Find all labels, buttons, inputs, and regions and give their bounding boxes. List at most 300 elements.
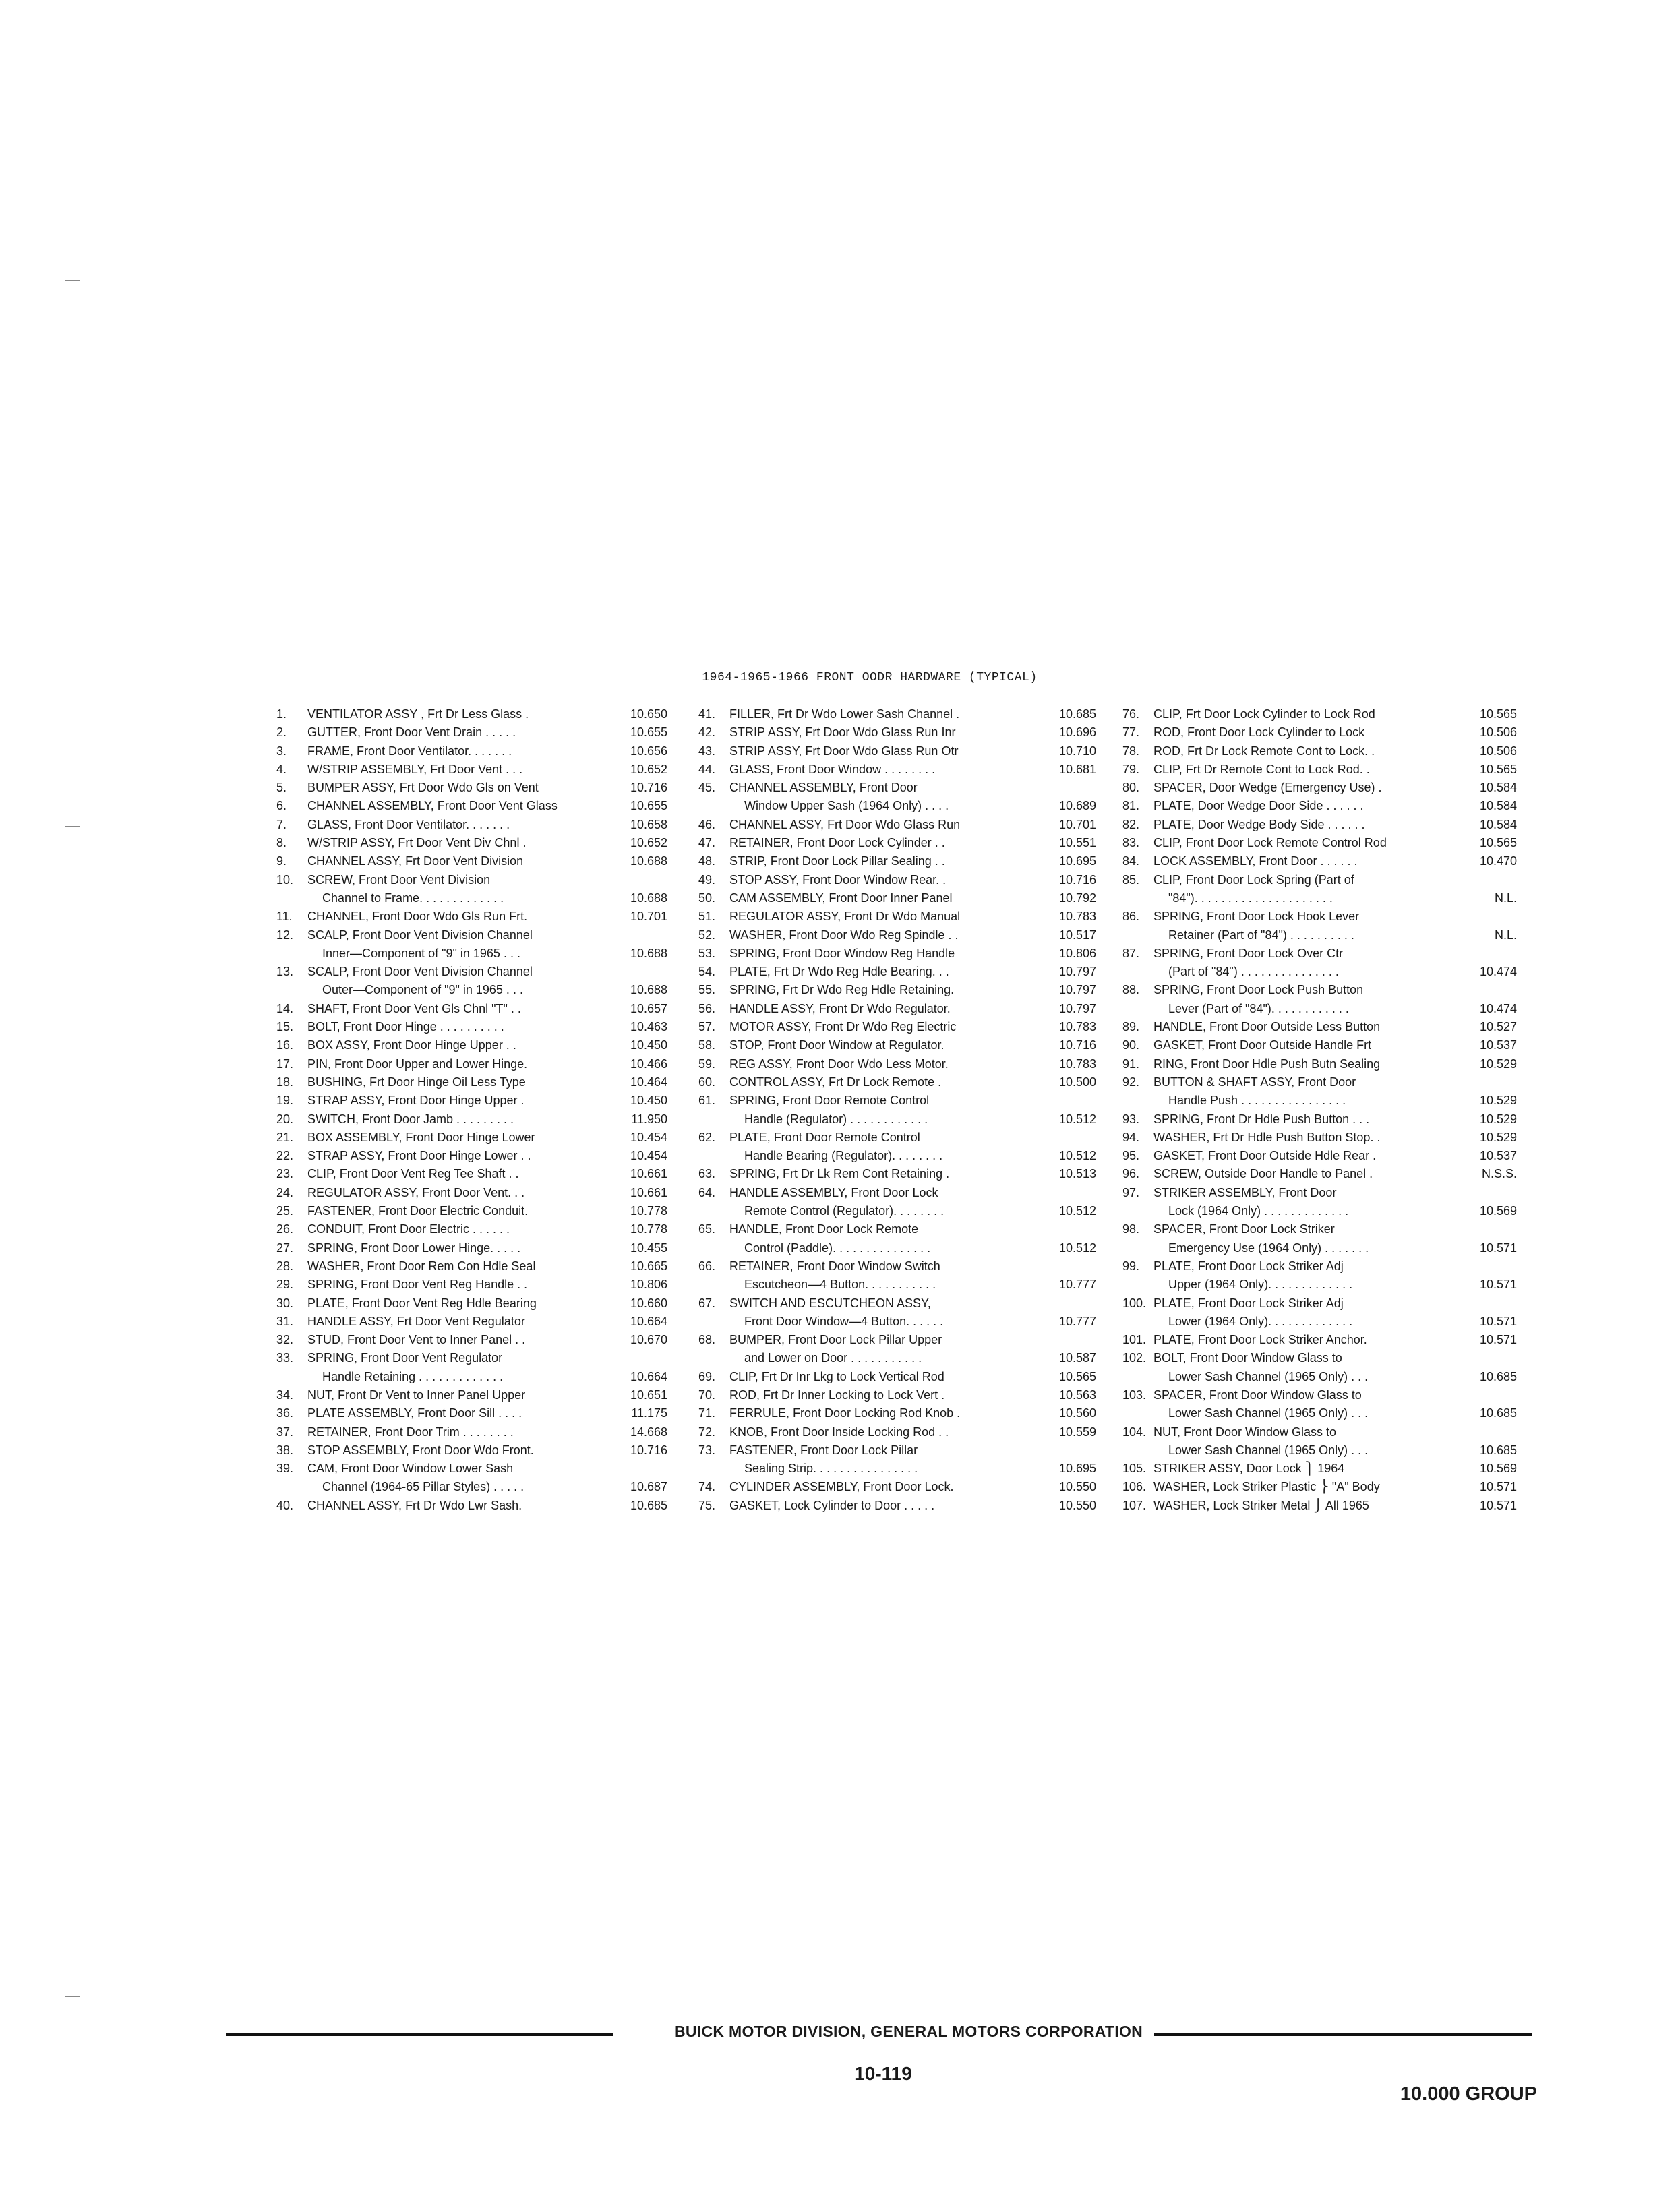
item-group-number: 10.506 — [1479, 725, 1517, 740]
item-description-line: Handle Bearing (Regulator). . . . . . . . — [744, 1149, 943, 1163]
item-number: 54. — [698, 965, 716, 979]
item-group-number: 10.587 — [1058, 1351, 1096, 1365]
parts-list-item — [698, 1404, 1096, 1423]
parts-list-item — [698, 1368, 1096, 1386]
item-description-line: GLASS, Front Door Window . . . . . . . . — [729, 762, 936, 776]
item-number: 31. — [276, 1314, 294, 1328]
item-number: 14. — [276, 1001, 294, 1015]
item-group-number: 10.783 — [1058, 1020, 1096, 1034]
item-number: 17. — [276, 1056, 294, 1071]
item-description — [307, 1110, 620, 1129]
parts-list-item — [276, 1220, 667, 1238]
item-group-number: 10.806 — [1058, 946, 1096, 960]
item-number: 67. — [698, 1296, 716, 1310]
item-description — [307, 907, 620, 926]
parts-list-item — [1122, 723, 1517, 742]
item-description-line: PLATE, Door Wedge Body Side . . . . . . — [1153, 817, 1365, 831]
item-number: 84. — [1122, 854, 1140, 868]
parts-list-item — [698, 1073, 1096, 1092]
item-group-number: 10.529 — [1479, 1094, 1517, 1108]
item-group-number: N.L. — [1494, 891, 1517, 905]
parts-list-item — [276, 1386, 667, 1404]
item-group-number: 10.571 — [1479, 1333, 1517, 1347]
item-number: 22. — [276, 1149, 294, 1163]
item-description — [1153, 871, 1470, 908]
item-number: 62. — [698, 1130, 716, 1144]
item-number: 28. — [276, 1259, 294, 1273]
item-description-line: Channel to Frame. . . . . . . . . . . . . — [322, 891, 504, 905]
item-description — [307, 1000, 620, 1018]
item-description-line: SCALP, Front Door Vent Division Channel — [307, 965, 533, 979]
item-group-number: 10.463 — [630, 1020, 667, 1034]
item-description-line: Handle (Regulator) . . . . . . . . . . . . — [744, 1112, 928, 1126]
footer-rule-left — [226, 2033, 613, 2036]
item-number: 26. — [276, 1222, 294, 1236]
item-number: 16. — [276, 1038, 294, 1052]
item-number: 36. — [276, 1406, 294, 1421]
item-group-number: 10.716 — [630, 781, 667, 795]
item-description-line: Upper (1964 Only). . . . . . . . . . . . . — [1168, 1278, 1353, 1292]
item-number: 72. — [698, 1425, 716, 1439]
item-group-number: 10.688 — [630, 983, 667, 997]
item-group-number: 10.660 — [630, 1296, 667, 1310]
item-description — [729, 1257, 1049, 1294]
parts-list-item — [1122, 1257, 1517, 1294]
item-description-line: RING, Front Door Hdle Push Butn Sealing — [1153, 1056, 1381, 1071]
item-description — [1153, 1386, 1470, 1423]
item-number: 49. — [698, 872, 716, 887]
item-group-number: 10.506 — [1479, 744, 1517, 758]
item-description — [729, 963, 1049, 981]
item-description-line: Handle Push . . . . . . . . . . . . . . . . — [1168, 1094, 1346, 1108]
item-description-line: WASHER, Lock Striker Plastic ⎬ "A" Body — [1153, 1480, 1380, 1494]
item-group-number: 10.716 — [1058, 1038, 1096, 1052]
parts-list-item — [698, 1441, 1096, 1479]
item-description-line: SCREW, Front Door Vent Division — [307, 872, 491, 887]
parts-list-item — [276, 1036, 667, 1054]
item-description-line: BUMPER ASSY, Frt Door Wdo Gls on Vent — [307, 781, 539, 795]
parts-list-item — [276, 834, 667, 852]
parts-list-item — [276, 1276, 667, 1294]
item-description — [729, 1497, 1049, 1515]
item-group-number: 10.565 — [1479, 707, 1517, 721]
item-group-number: 10.664 — [630, 1314, 667, 1328]
item-description-line: SPRING, Front Door Lock Over Ctr — [1153, 946, 1344, 960]
item-number: 44. — [698, 762, 716, 776]
item-description — [729, 871, 1049, 889]
item-description-line: (Part of "84") . . . . . . . . . . . . . . . — [1168, 965, 1339, 979]
item-description-line: Lock (1964 Only) . . . . . . . . . . . . . — [1168, 1204, 1349, 1218]
item-description-line: SPRING, Front Door Lower Hinge. . . . . — [307, 1241, 521, 1255]
item-group-number: 10.655 — [630, 725, 667, 740]
item-group-number: 10.563 — [1058, 1387, 1096, 1402]
parts-list-item — [698, 1055, 1096, 1073]
parts-list-item — [1122, 760, 1517, 779]
item-description-line: CHANNEL ASSEMBLY, Front Door Vent Glass — [307, 799, 558, 813]
parts-list-item — [698, 834, 1096, 852]
item-description — [307, 834, 620, 852]
item-description-line: CHANNEL ASSY, Frt Door Vent Division — [307, 854, 524, 868]
item-group-number: 10.517 — [1058, 928, 1096, 942]
item-description — [1153, 1478, 1470, 1496]
item-description-line: Inner—Component of "9" in 1965 . . . — [322, 946, 520, 960]
item-description-line: HANDLE, Front Door Lock Remote — [729, 1222, 919, 1236]
parts-list-item — [276, 1000, 667, 1018]
parts-list-item — [698, 816, 1096, 834]
parts-list-item — [1122, 797, 1517, 815]
item-group-number: 10.569 — [1479, 1462, 1517, 1476]
item-description-line: FASTENER, Front Door Electric Conduit. — [307, 1204, 529, 1218]
item-group-number: 10.560 — [1058, 1406, 1096, 1421]
item-number: 41. — [698, 707, 716, 721]
item-description-line: HANDLE ASSY, Front Dr Wdo Regulator. — [729, 1001, 951, 1015]
item-description — [729, 1036, 1049, 1054]
item-description — [729, 705, 1049, 723]
item-description — [1153, 1036, 1470, 1054]
item-description — [307, 1202, 620, 1220]
item-description-line: SHAFT, Front Door Vent Gls Chnl "T" . . — [307, 1001, 521, 1015]
page-number: 10-119 — [854, 2063, 912, 2084]
item-group-number: 10.688 — [630, 891, 667, 905]
item-description-line: CAM ASSEMBLY, Front Door Inner Panel — [729, 891, 953, 905]
item-description — [1153, 1184, 1470, 1221]
item-description-line: ROD, Front Door Lock Cylinder to Lock — [1153, 725, 1365, 740]
item-description-line: CHANNEL ASSEMBLY, Front Door — [729, 781, 918, 795]
item-description-line: SPACER, Front Door Window Glass to — [1153, 1387, 1362, 1402]
item-number: 86. — [1122, 909, 1140, 924]
item-group-number: 10.655 — [630, 799, 667, 813]
item-description-line: BOX ASSEMBLY, Front Door Hinge Lower — [307, 1130, 535, 1144]
item-number: 1. — [276, 707, 287, 721]
item-group-number: 10.512 — [1058, 1149, 1096, 1163]
parts-list-item — [698, 907, 1096, 926]
item-group-number: N.L. — [1494, 928, 1517, 942]
item-description-line: PLATE, Front Door Remote Control — [729, 1130, 920, 1144]
item-description — [1153, 1331, 1470, 1349]
parts-list-item — [698, 1018, 1096, 1036]
parts-list-item — [1122, 1331, 1517, 1349]
item-number: 97. — [1122, 1185, 1140, 1199]
item-description-line: Channel (1964-65 Pillar Styles) . . . . . — [322, 1480, 524, 1494]
item-description — [307, 1313, 620, 1331]
item-description — [729, 852, 1049, 870]
item-number: 75. — [698, 1498, 716, 1512]
item-description-line: GASKET, Lock Cylinder to Door . . . . . — [729, 1498, 935, 1512]
parts-list-item — [276, 1331, 667, 1349]
item-group-number: 10.783 — [1058, 1056, 1096, 1071]
item-description-line: REGULATOR ASSY, Front Dr Wdo Manual — [729, 909, 961, 924]
item-group-number: 10.701 — [1058, 817, 1096, 831]
item-group-number: 10.783 — [1058, 909, 1096, 924]
item-number: 25. — [276, 1204, 294, 1218]
parts-list-item — [1122, 1184, 1517, 1221]
item-group-number: 10.584 — [1479, 817, 1517, 831]
parts-list-item — [1122, 1073, 1517, 1110]
item-description-line: BUTTON & SHAFT ASSY, Front Door — [1153, 1075, 1356, 1089]
parts-list-item — [698, 1386, 1096, 1404]
parts-list-item — [1122, 1294, 1517, 1332]
parts-list-item — [698, 1331, 1096, 1368]
item-number: 6. — [276, 799, 287, 813]
item-description — [1153, 797, 1470, 815]
item-group-number: 10.685 — [1058, 707, 1096, 721]
item-description-line: Lower Sash Channel (1965 Only) . . . — [1168, 1369, 1369, 1383]
item-group-number: 10.652 — [630, 762, 667, 776]
item-description — [1153, 1147, 1470, 1165]
item-number: 12. — [276, 928, 294, 942]
item-description — [729, 1092, 1049, 1129]
item-description — [729, 1184, 1049, 1221]
parts-list-item — [276, 1423, 667, 1441]
item-description — [729, 907, 1049, 926]
item-description-line: STRAP ASSY, Front Door Hinge Upper . — [307, 1094, 524, 1108]
item-description-line: CAM, Front Door Window Lower Sash — [307, 1462, 514, 1476]
item-group-number: 10.512 — [1058, 1204, 1096, 1218]
item-description-line: KNOB, Front Door Inside Locking Rod . . — [729, 1425, 949, 1439]
item-group-number: 14.668 — [630, 1425, 667, 1439]
item-group-number: 10.701 — [630, 909, 667, 924]
item-number: 60. — [698, 1075, 716, 1089]
item-description-line: FRAME, Front Door Ventilator. . . . . . . — [307, 744, 512, 758]
item-description-line: CHANNEL ASSY, Frt Door Wdo Glass Run — [729, 817, 961, 831]
parts-list-item — [698, 963, 1096, 981]
item-description — [1153, 907, 1470, 945]
parts-list-item — [698, 1294, 1096, 1332]
item-description-line: BOX ASSY, Front Door Hinge Upper . . — [307, 1038, 516, 1052]
item-description-line: W/STRIP ASSEMBLY, Frt Door Vent . . . — [307, 762, 523, 776]
item-group-number: 10.652 — [630, 836, 667, 850]
item-description-line: Lower Sash Channel (1965 Only) . . . — [1168, 1443, 1369, 1457]
item-number: 45. — [698, 781, 716, 795]
item-description-line: SWITCH AND ESCUTCHEON ASSY, — [729, 1296, 931, 1310]
parts-list-item — [1122, 871, 1517, 908]
item-description-line: and Lower on Door . . . . . . . . . . . — [744, 1351, 922, 1365]
parts-list-item — [276, 1294, 667, 1313]
item-description-line: GASKET, Front Door Outside Handle Frt — [1153, 1038, 1372, 1052]
parts-column-2 — [698, 705, 1096, 1515]
item-description-line: BUSHING, Frt Door Hinge Oil Less Type — [307, 1075, 526, 1089]
item-description-line: SPRING, Front Door Lock Hook Lever — [1153, 909, 1360, 924]
item-description — [1153, 723, 1470, 742]
item-number: 100. — [1122, 1296, 1147, 1310]
item-number: 47. — [698, 836, 716, 850]
item-group-number: 10.688 — [630, 854, 667, 868]
item-description-line: SCREW, Outside Door Handle to Panel . — [1153, 1167, 1373, 1181]
item-number: 15. — [276, 1020, 294, 1034]
parts-column-3 — [1122, 705, 1517, 1515]
item-number: 77. — [1122, 725, 1140, 740]
item-group-number: 10.512 — [1058, 1112, 1096, 1126]
item-description — [729, 760, 1049, 779]
item-group-number: 10.661 — [630, 1167, 667, 1181]
item-number: 21. — [276, 1130, 294, 1144]
item-description — [1153, 1423, 1470, 1460]
item-description — [307, 926, 620, 963]
item-group-number: 10.696 — [1058, 725, 1096, 740]
item-description — [307, 1036, 620, 1054]
item-description — [1153, 1073, 1470, 1110]
item-description — [307, 760, 620, 779]
parts-list-item — [276, 1313, 667, 1331]
parts-list-item — [276, 1257, 667, 1276]
item-number: 33. — [276, 1351, 294, 1365]
item-description-line: PLATE, Front Door Lock Striker Adj — [1153, 1296, 1344, 1310]
parts-list-item — [1122, 1110, 1517, 1129]
parts-list-item — [1122, 852, 1517, 870]
item-number: 30. — [276, 1296, 294, 1310]
item-description — [1153, 981, 1470, 1018]
item-description — [1153, 1294, 1470, 1332]
item-number: 20. — [276, 1112, 294, 1126]
item-description-line: CONTROL ASSY, Frt Dr Lock Remote . — [729, 1075, 942, 1089]
parts-list-item — [1122, 1386, 1517, 1423]
item-description-line: Handle Retaining . . . . . . . . . . . . . — [322, 1369, 504, 1383]
item-number: 2. — [276, 725, 287, 740]
item-number: 92. — [1122, 1075, 1140, 1089]
item-number: 56. — [698, 1001, 716, 1015]
parts-list-item — [698, 1036, 1096, 1054]
item-description — [307, 1129, 620, 1147]
item-number: 106. — [1122, 1480, 1147, 1494]
item-group-number: 10.584 — [1479, 799, 1517, 813]
item-description — [729, 1220, 1049, 1257]
item-description — [307, 1294, 620, 1313]
item-group-number: 10.571 — [1479, 1241, 1517, 1255]
parts-list-item — [276, 1073, 667, 1092]
parts-list-item — [1122, 816, 1517, 834]
item-number: 66. — [698, 1259, 716, 1273]
item-group-number: N.S.S. — [1481, 1167, 1517, 1181]
item-group-number: 10.670 — [630, 1333, 667, 1347]
item-group-number: 10.797 — [1058, 1001, 1096, 1015]
item-description-line: Sealing Strip. . . . . . . . . . . . . . . . — [744, 1462, 918, 1476]
parts-list-item — [698, 1423, 1096, 1441]
item-number: 65. — [698, 1222, 716, 1236]
item-number: 80. — [1122, 781, 1140, 795]
item-number: 91. — [1122, 1056, 1140, 1071]
item-description — [1153, 742, 1470, 760]
division-name: BUICK MOTOR DIVISION, GENERAL MOTORS CORPORATION — [674, 2023, 1143, 2040]
item-number: 96. — [1122, 1167, 1140, 1181]
item-number: 48. — [698, 854, 716, 868]
item-group-number: 10.664 — [630, 1369, 667, 1383]
parts-list-item — [1122, 945, 1517, 982]
item-description-line: Emergency Use (1964 Only) . . . . . . . — [1168, 1241, 1369, 1255]
item-number: 64. — [698, 1185, 716, 1199]
item-number: 59. — [698, 1056, 716, 1071]
item-group-number: 10.569 — [1479, 1204, 1517, 1218]
parts-list-item — [276, 1441, 667, 1460]
item-number: 89. — [1122, 1020, 1140, 1034]
item-description — [729, 834, 1049, 852]
item-number: 101. — [1122, 1333, 1147, 1347]
item-group-number: 10.551 — [1058, 836, 1096, 850]
item-description-line: "84"). . . . . . . . . . . . . . . . . . . . . — [1168, 891, 1333, 905]
parts-list-item — [276, 1165, 667, 1183]
parts-list-item — [698, 1478, 1096, 1496]
item-description — [729, 779, 1049, 816]
parts-list-item — [1122, 1036, 1517, 1054]
item-description-line: Lower (1964 Only). . . . . . . . . . . . . — [1168, 1314, 1353, 1328]
item-description-line: NUT, Front Door Window Glass to — [1153, 1425, 1337, 1439]
parts-list-item — [276, 871, 667, 908]
parts-list-item — [698, 779, 1096, 816]
item-description — [307, 1441, 620, 1460]
parts-list-item — [1122, 1129, 1517, 1147]
item-number: 94. — [1122, 1130, 1140, 1144]
item-number: 32. — [276, 1333, 294, 1347]
item-description — [307, 963, 620, 1000]
item-description — [729, 816, 1049, 834]
item-group-number: 10.537 — [1479, 1038, 1517, 1052]
item-number: 50. — [698, 891, 716, 905]
item-description-line: CLIP, Frt Door Lock Cylinder to Lock Rod — [1153, 707, 1375, 721]
item-number: 55. — [698, 983, 716, 997]
item-number: 8. — [276, 836, 287, 850]
parts-list-item — [698, 1092, 1096, 1129]
parts-list-item — [276, 797, 667, 815]
item-group-number: 10.450 — [630, 1094, 667, 1108]
parts-list-item — [276, 1497, 667, 1515]
item-description — [307, 779, 620, 797]
item-description-line: PLATE, Front Door Vent Reg Hdle Bearing — [307, 1296, 537, 1310]
item-description-line: STRIP ASSY, Frt Door Wdo Glass Run Otr — [729, 744, 959, 758]
item-number: 52. — [698, 928, 716, 942]
item-description — [307, 1092, 620, 1110]
item-number: 46. — [698, 817, 716, 831]
item-number: 68. — [698, 1333, 716, 1347]
item-description — [1153, 705, 1470, 723]
item-description-line: SPRING, Frt Dr Lk Rem Cont Retaining . — [729, 1167, 950, 1181]
item-description — [307, 871, 620, 908]
item-description-line: CYLINDER ASSEMBLY, Front Door Lock. — [729, 1480, 954, 1494]
parts-list-item — [276, 1349, 667, 1386]
item-description — [729, 723, 1049, 742]
item-description — [1153, 1055, 1470, 1073]
parts-list-item — [276, 1147, 667, 1165]
item-description-line: GASKET, Front Door Outside Hdle Rear . — [1153, 1149, 1377, 1163]
item-description — [729, 1404, 1049, 1423]
item-description — [729, 1423, 1049, 1441]
item-description — [729, 1294, 1049, 1332]
item-description — [1153, 1497, 1470, 1515]
parts-list-item — [276, 963, 667, 1000]
item-description — [307, 1423, 620, 1441]
item-description — [307, 1497, 620, 1515]
item-number: 3. — [276, 744, 287, 758]
item-group-number: 11.175 — [631, 1406, 667, 1421]
item-description-line: SPACER, Front Door Lock Striker — [1153, 1222, 1335, 1236]
item-number: 83. — [1122, 836, 1140, 850]
parts-list-item — [276, 1239, 667, 1257]
item-description-line: SPRING, Frt Dr Wdo Reg Hdle Retaining. — [729, 983, 955, 997]
item-description — [1153, 1349, 1470, 1386]
item-description-line: PIN, Front Door Upper and Lower Hinge. — [307, 1056, 528, 1071]
item-description-line: PLATE, Front Door Lock Striker Anchor. — [1153, 1333, 1367, 1347]
item-group-number: 10.550 — [1058, 1498, 1096, 1512]
parts-list-item — [698, 945, 1096, 963]
item-description — [307, 1331, 620, 1349]
item-number: 87. — [1122, 946, 1140, 960]
item-number: 71. — [698, 1406, 716, 1421]
item-description — [1153, 1257, 1470, 1294]
item-group-number: 11.950 — [631, 1112, 667, 1126]
item-description — [1153, 760, 1470, 779]
item-number: 61. — [698, 1094, 716, 1108]
parts-list-item — [276, 1018, 667, 1036]
item-group-number: 10.571 — [1479, 1480, 1517, 1494]
item-description — [1153, 1165, 1470, 1183]
